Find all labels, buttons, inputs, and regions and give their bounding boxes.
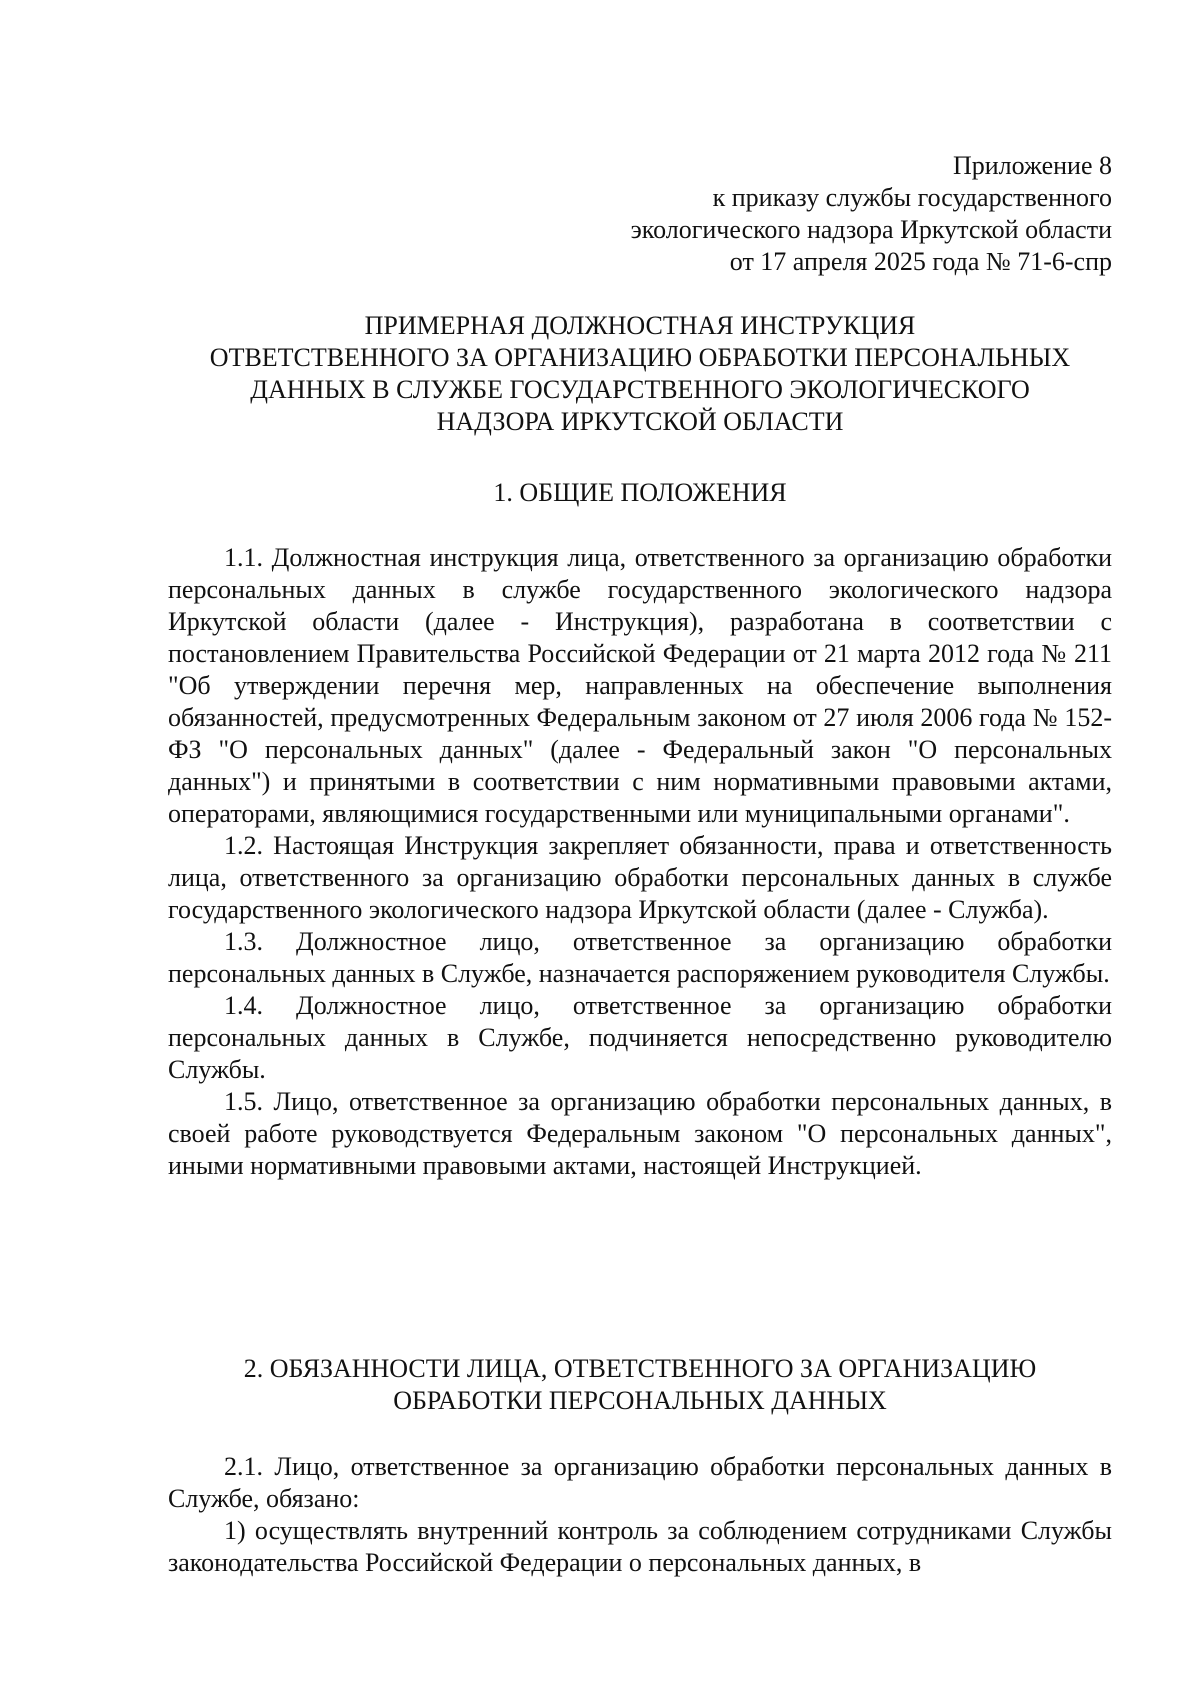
paragraph-1-3: 1.3. Должностное лицо, ответственное за организацию обработки персональных данных в Службе, назначается распоряжением руководителя Службы. <box>168 927 1112 988</box>
paragraph-2-1-item-1: 1) осуществлять внутренний контроль за соблюдением сотрудниками Службы законодательства Российской Федерации о персональных данных, в <box>168 1516 1112 1577</box>
section-1-body <box>168 542 1112 1182</box>
section-2-heading-line-2: ОБРАБОТКИ ПЕРСОНАЛЬНЫХ ДАННЫХ <box>393 1386 887 1415</box>
paragraph-1-5: 1.5. Лицо, ответственное за организацию обработки персональных данных, в своей работе руководствуется Федеральным законом "О персональных данных", иными нормативными правовыми актами, настоящей Инструкцией. <box>168 1087 1112 1180</box>
title-line-1: ПРИМЕРНАЯ ДОЛЖНОСТНАЯ ИНСТРУКЦИЯ <box>364 311 916 340</box>
section-2-heading-line-1: 2. ОБЯЗАННОСТИ ЛИЦА, ОТВЕТСТВЕННОГО ЗА ОРГАНИЗАЦИЮ <box>243 1354 1037 1383</box>
appendix-line-2: к приказу службы государственного <box>712 183 1112 212</box>
appendix-line-4: от 17 апреля 2025 года № 71-6-спр <box>729 247 1112 276</box>
appendix-line-1: Приложение 8 <box>952 151 1112 180</box>
paragraph-2-1: 2.1. Лицо, ответственное за организацию обработки персональных данных в Службе, обязано: <box>168 1452 1112 1513</box>
paragraph-1-2: 1.2. Настоящая Инструкция закрепляет обязанности, права и ответственность лица, ответственного за организацию обработки персональных данных в службе государственного экологического надзора Иркутской области (далее - Служба). <box>168 831 1112 924</box>
title-line-4: НАДЗОРА ИРКУТСКОЙ ОБЛАСТИ <box>436 407 844 436</box>
section-1-heading: 1. ОБЩИЕ ПОЛОЖЕНИЯ <box>493 478 787 507</box>
document-title <box>160 310 1120 438</box>
appendix-header <box>631 150 1112 278</box>
title-line-3: ДАННЫХ В СЛУЖБЕ ГОСУДАРСТВЕННОГО ЭКОЛОГИЧЕСКОГО <box>250 375 1030 404</box>
appendix-line-3: экологического надзора Иркутской области <box>630 215 1112 244</box>
paragraph-1-1: 1.1. Должностная инструкция лица, ответственного за организацию обработки персональных данных в службе государственного экологического надзора Иркутской области (далее - Инструкция), разработана в соответствии с постановлением Правительства Российской Федерации от 21 марта 2012 года № 211 "Об утверждении перечня мер, направленных на обеспечение выполнения обязанностей, предусмотренных Федеральным законом от 27 июля 2006 года № 152-ФЗ "О персональных данных" (далее - Федеральный закон "О персональных данных") и принятыми в соответствии с ним нормативными правовыми актами, операторами, являющимися государственными или муниципальными органами". <box>168 543 1112 828</box>
title-line-2: ОТВЕТСТВЕННОГО ЗА ОРГАНИЗАЦИЮ ОБРАБОТКИ ПЕРСОНАЛЬНЫХ <box>209 343 1071 372</box>
paragraph-1-4: 1.4. Должностное лицо, ответственное за организацию обработки персональных данных в Службе, подчиняется непосредственно руководителю Службы. <box>168 991 1112 1084</box>
section-2-body <box>168 1451 1112 1579</box>
section-2-heading <box>160 1353 1120 1417</box>
